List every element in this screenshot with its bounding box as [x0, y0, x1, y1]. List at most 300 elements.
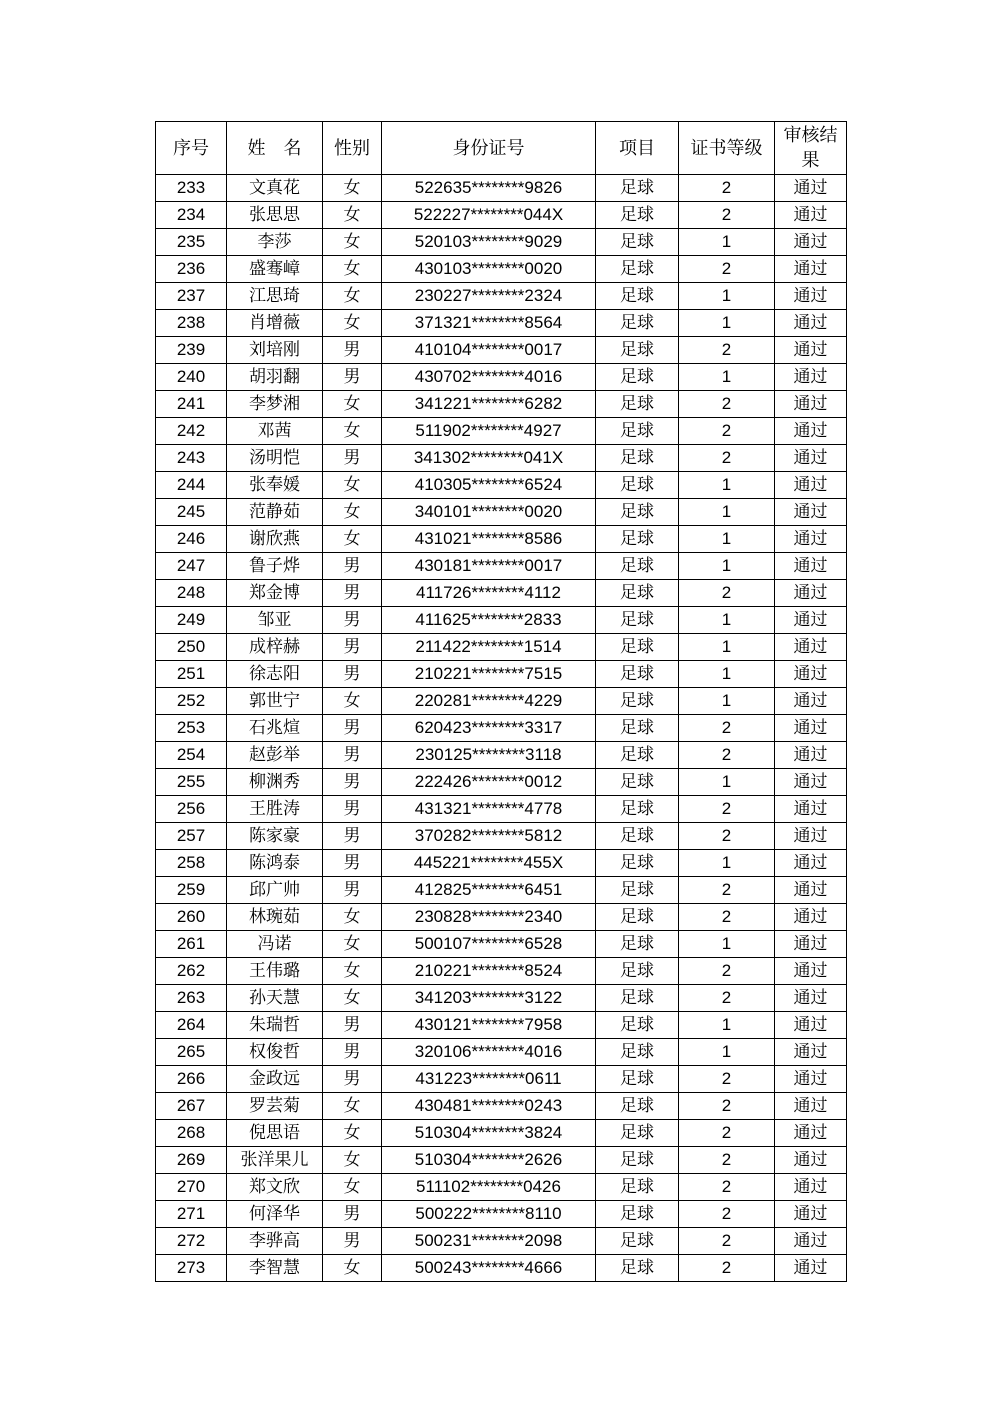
table-row — [156, 931, 847, 958]
table-row — [156, 445, 847, 472]
name-cell: 江思琦 — [227, 283, 323, 310]
review-result-cell: 通过 — [775, 1012, 847, 1039]
name-cell: 王伟璐 — [227, 958, 323, 985]
serial-number-cell: 265 — [156, 1039, 227, 1066]
name-cell: 刘培刚 — [227, 337, 323, 364]
certificate-level-cell: 2 — [679, 958, 775, 985]
name-cell: 鲁子烨 — [227, 553, 323, 580]
id-number-cell: 370282********5812 — [382, 823, 596, 850]
event-cell: 足球 — [596, 607, 679, 634]
review-result-cell: 通过 — [775, 580, 847, 607]
event-cell: 足球 — [596, 229, 679, 256]
certificate-level-cell: 2 — [679, 715, 775, 742]
table-row — [156, 337, 847, 364]
id-number-cell: 411726********4112 — [382, 580, 596, 607]
certificate-level-cell: 2 — [679, 823, 775, 850]
table-row — [156, 229, 847, 256]
certificate-level-cell: 2 — [679, 985, 775, 1012]
table-row — [156, 391, 847, 418]
name-cell: 石兆煊 — [227, 715, 323, 742]
id-number-cell: 445221********455X — [382, 850, 596, 877]
certificate-level-cell: 1 — [679, 850, 775, 877]
event-cell: 足球 — [596, 688, 679, 715]
table-row — [156, 796, 847, 823]
id-number-cell: 500231********2098 — [382, 1228, 596, 1255]
serial-number-cell: 243 — [156, 445, 227, 472]
certificate-level-cell: 1 — [679, 931, 775, 958]
event-cell: 足球 — [596, 1174, 679, 1201]
header-row — [156, 122, 847, 175]
gender-cell: 男 — [323, 580, 382, 607]
serial-number-cell: 237 — [156, 283, 227, 310]
gender-cell: 女 — [323, 472, 382, 499]
certificate-level-cell: 2 — [679, 1174, 775, 1201]
certificate-level-cell: 2 — [679, 175, 775, 202]
table-row — [156, 499, 847, 526]
table-row — [156, 742, 847, 769]
event-cell: 足球 — [596, 715, 679, 742]
event-cell: 足球 — [596, 1039, 679, 1066]
table-row — [156, 526, 847, 553]
table-row — [156, 769, 847, 796]
serial-number-cell: 241 — [156, 391, 227, 418]
serial-number-cell: 273 — [156, 1255, 227, 1282]
event-cell: 足球 — [596, 1147, 679, 1174]
name-cell: 陈家豪 — [227, 823, 323, 850]
id-number-cell: 430702********4016 — [382, 364, 596, 391]
table-row — [156, 958, 847, 985]
serial-number-cell: 234 — [156, 202, 227, 229]
name-cell: 胡羽翻 — [227, 364, 323, 391]
gender-cell: 男 — [323, 445, 382, 472]
certificate-level-cell: 2 — [679, 418, 775, 445]
id-number-cell: 431223********0611 — [382, 1066, 596, 1093]
id-number-cell: 230828********2340 — [382, 904, 596, 931]
gender-cell: 女 — [323, 499, 382, 526]
name-cell: 范静茹 — [227, 499, 323, 526]
gender-cell: 女 — [323, 985, 382, 1012]
name-cell: 郑文欣 — [227, 1174, 323, 1201]
review-result-cell: 通过 — [775, 499, 847, 526]
id-number-cell: 230125********3118 — [382, 742, 596, 769]
event-cell: 足球 — [596, 1255, 679, 1282]
certificate-level-cell: 1 — [679, 553, 775, 580]
certificate-level-cell: 1 — [679, 526, 775, 553]
certificate-level-cell: 2 — [679, 904, 775, 931]
id-number-cell: 522635********9826 — [382, 175, 596, 202]
name-cell: 郭世宁 — [227, 688, 323, 715]
gender-cell: 男 — [323, 1012, 382, 1039]
name-cell: 盛骞嶂 — [227, 256, 323, 283]
certificate-level-cell: 2 — [679, 1093, 775, 1120]
id-number-cell: 320106********4016 — [382, 1039, 596, 1066]
certificate-level-cell: 2 — [679, 1120, 775, 1147]
gender-cell: 女 — [323, 229, 382, 256]
gender-cell: 女 — [323, 256, 382, 283]
serial-number-cell: 247 — [156, 553, 227, 580]
gender-cell: 女 — [323, 1120, 382, 1147]
certificate-level-cell: 2 — [679, 256, 775, 283]
id-number-cell: 341203********3122 — [382, 985, 596, 1012]
review-result-cell: 通过 — [775, 715, 847, 742]
gender-cell: 女 — [323, 1147, 382, 1174]
serial-number-cell: 270 — [156, 1174, 227, 1201]
certificate-level-cell: 2 — [679, 796, 775, 823]
table-row — [156, 175, 847, 202]
certificate-level-cell: 2 — [679, 1228, 775, 1255]
serial-number-cell: 253 — [156, 715, 227, 742]
gender-cell: 女 — [323, 283, 382, 310]
review-result-cell: 通过 — [775, 796, 847, 823]
name-cell: 倪思语 — [227, 1120, 323, 1147]
serial-number-cell: 269 — [156, 1147, 227, 1174]
gender-cell: 男 — [323, 364, 382, 391]
name-cell: 孙天慧 — [227, 985, 323, 1012]
serial-number-cell: 255 — [156, 769, 227, 796]
table-row — [156, 580, 847, 607]
gender-cell: 女 — [323, 391, 382, 418]
name-cell: 李莎 — [227, 229, 323, 256]
gender-cell: 男 — [323, 715, 382, 742]
certificate-level-cell: 2 — [679, 742, 775, 769]
gender-cell: 男 — [323, 796, 382, 823]
review-result-cell: 通过 — [775, 310, 847, 337]
gender-cell: 女 — [323, 202, 382, 229]
event-cell: 足球 — [596, 904, 679, 931]
gender-cell: 女 — [323, 1255, 382, 1282]
serial-number-cell: 250 — [156, 634, 227, 661]
serial-number-cell: 258 — [156, 850, 227, 877]
name-cell: 朱瑞哲 — [227, 1012, 323, 1039]
review-result-cell: 通过 — [775, 1201, 847, 1228]
name-cell: 汤明恺 — [227, 445, 323, 472]
table-row — [156, 1255, 847, 1282]
table-row — [156, 1012, 847, 1039]
header-event: 项目 — [596, 122, 679, 175]
id-number-cell: 412825********6451 — [382, 877, 596, 904]
table-row — [156, 310, 847, 337]
id-number-cell: 230227********2324 — [382, 283, 596, 310]
serial-number-cell: 267 — [156, 1093, 227, 1120]
name-cell: 谢欣燕 — [227, 526, 323, 553]
serial-number-cell: 246 — [156, 526, 227, 553]
review-result-cell: 通过 — [775, 391, 847, 418]
gender-cell: 女 — [323, 1093, 382, 1120]
gender-cell: 男 — [323, 337, 382, 364]
review-result-cell: 通过 — [775, 1174, 847, 1201]
review-result-cell: 通过 — [775, 688, 847, 715]
id-number-cell: 431021********8586 — [382, 526, 596, 553]
event-cell: 足球 — [596, 823, 679, 850]
event-cell: 足球 — [596, 418, 679, 445]
id-number-cell: 410305********6524 — [382, 472, 596, 499]
review-result-cell: 通过 — [775, 607, 847, 634]
serial-number-cell: 254 — [156, 742, 227, 769]
id-number-cell: 500107********6528 — [382, 931, 596, 958]
review-result-cell: 通过 — [775, 256, 847, 283]
certificate-level-cell: 1 — [679, 499, 775, 526]
name-cell: 张洋果儿 — [227, 1147, 323, 1174]
event-cell: 足球 — [596, 1012, 679, 1039]
header-serial-number: 序号 — [156, 122, 227, 175]
name-cell: 邱广帅 — [227, 877, 323, 904]
event-cell: 足球 — [596, 310, 679, 337]
review-result-cell: 通过 — [775, 1093, 847, 1120]
certificate-level-cell: 2 — [679, 1066, 775, 1093]
event-cell: 足球 — [596, 931, 679, 958]
event-cell: 足球 — [596, 472, 679, 499]
serial-number-cell: 264 — [156, 1012, 227, 1039]
review-result-cell: 通过 — [775, 553, 847, 580]
event-cell: 足球 — [596, 553, 679, 580]
name-cell: 徐志阳 — [227, 661, 323, 688]
name-cell: 邓茜 — [227, 418, 323, 445]
document-page — [155, 121, 846, 1282]
id-number-cell: 430103********0020 — [382, 256, 596, 283]
certificate-level-cell: 1 — [679, 472, 775, 499]
serial-number-cell: 271 — [156, 1201, 227, 1228]
event-cell: 足球 — [596, 391, 679, 418]
serial-number-cell: 239 — [156, 337, 227, 364]
id-number-cell: 340101********0020 — [382, 499, 596, 526]
review-result-cell: 通过 — [775, 904, 847, 931]
serial-number-cell: 236 — [156, 256, 227, 283]
review-result-cell: 通过 — [775, 472, 847, 499]
gender-cell: 男 — [323, 607, 382, 634]
id-number-cell: 371321********8564 — [382, 310, 596, 337]
serial-number-cell: 245 — [156, 499, 227, 526]
id-number-cell: 430481********0243 — [382, 1093, 596, 1120]
review-result-cell: 通过 — [775, 661, 847, 688]
gender-cell: 女 — [323, 688, 382, 715]
serial-number-cell: 259 — [156, 877, 227, 904]
id-number-cell: 620423********3317 — [382, 715, 596, 742]
gender-cell: 男 — [323, 877, 382, 904]
gender-cell: 男 — [323, 553, 382, 580]
review-result-cell: 通过 — [775, 337, 847, 364]
serial-number-cell: 242 — [156, 418, 227, 445]
name-cell: 张奉媛 — [227, 472, 323, 499]
certificate-level-cell: 2 — [679, 1147, 775, 1174]
review-result-cell: 通过 — [775, 742, 847, 769]
table-row — [156, 1039, 847, 1066]
review-result-cell: 通过 — [775, 850, 847, 877]
table-row — [156, 1120, 847, 1147]
certificate-level-cell: 1 — [679, 229, 775, 256]
table-body — [156, 175, 847, 1282]
certificate-level-cell: 2 — [679, 391, 775, 418]
serial-number-cell: 235 — [156, 229, 227, 256]
serial-number-cell: 233 — [156, 175, 227, 202]
event-cell: 足球 — [596, 1201, 679, 1228]
table-row — [156, 823, 847, 850]
review-result-cell: 通过 — [775, 1147, 847, 1174]
table-row — [156, 985, 847, 1012]
certificate-level-cell: 1 — [679, 661, 775, 688]
review-result-cell: 通过 — [775, 1039, 847, 1066]
certificate-level-cell: 2 — [679, 1255, 775, 1282]
id-number-cell: 500222********8110 — [382, 1201, 596, 1228]
event-cell: 足球 — [596, 1228, 679, 1255]
certificate-level-cell: 1 — [679, 769, 775, 796]
event-cell: 足球 — [596, 796, 679, 823]
serial-number-cell: 244 — [156, 472, 227, 499]
table-row — [156, 553, 847, 580]
id-number-cell: 210221********8524 — [382, 958, 596, 985]
serial-number-cell: 248 — [156, 580, 227, 607]
id-number-cell: 430181********0017 — [382, 553, 596, 580]
name-cell: 成梓赫 — [227, 634, 323, 661]
review-result-cell: 通过 — [775, 1255, 847, 1282]
event-cell: 足球 — [596, 1120, 679, 1147]
id-number-cell: 220281********4229 — [382, 688, 596, 715]
serial-number-cell: 251 — [156, 661, 227, 688]
gender-cell: 男 — [323, 661, 382, 688]
id-number-cell: 522227********044X — [382, 202, 596, 229]
name-cell: 邹亚 — [227, 607, 323, 634]
id-number-cell: 431321********4778 — [382, 796, 596, 823]
review-result-cell: 通过 — [775, 526, 847, 553]
serial-number-cell: 238 — [156, 310, 227, 337]
review-result-cell: 通过 — [775, 877, 847, 904]
gender-cell: 女 — [323, 310, 382, 337]
gender-cell: 男 — [323, 1066, 382, 1093]
review-result-cell: 通过 — [775, 445, 847, 472]
event-cell: 足球 — [596, 445, 679, 472]
event-cell: 足球 — [596, 850, 679, 877]
serial-number-cell: 263 — [156, 985, 227, 1012]
certificate-level-cell: 1 — [679, 634, 775, 661]
header-name: 姓 名 — [227, 122, 323, 175]
serial-number-cell: 261 — [156, 931, 227, 958]
event-cell: 足球 — [596, 256, 679, 283]
gender-cell: 女 — [323, 175, 382, 202]
table-row — [156, 1066, 847, 1093]
gender-cell: 男 — [323, 1228, 382, 1255]
review-result-cell: 通过 — [775, 1228, 847, 1255]
id-number-cell: 510304********3824 — [382, 1120, 596, 1147]
table-row — [156, 1147, 847, 1174]
event-cell: 足球 — [596, 283, 679, 310]
header-review-result: 审核结果 — [775, 122, 847, 175]
serial-number-cell: 240 — [156, 364, 227, 391]
table-row — [156, 1228, 847, 1255]
id-number-cell: 430121********7958 — [382, 1012, 596, 1039]
table-row — [156, 850, 847, 877]
serial-number-cell: 260 — [156, 904, 227, 931]
certificate-level-cell: 2 — [679, 1201, 775, 1228]
name-cell: 郑金博 — [227, 580, 323, 607]
name-cell: 权俊哲 — [227, 1039, 323, 1066]
serial-number-cell: 257 — [156, 823, 227, 850]
gender-cell: 男 — [323, 634, 382, 661]
name-cell: 李骅高 — [227, 1228, 323, 1255]
gender-cell: 男 — [323, 823, 382, 850]
certificate-review-table — [155, 121, 847, 1282]
table-row — [156, 1201, 847, 1228]
review-result-cell: 通过 — [775, 1066, 847, 1093]
event-cell: 足球 — [596, 175, 679, 202]
table-row — [156, 1174, 847, 1201]
table-row — [156, 715, 847, 742]
event-cell: 足球 — [596, 985, 679, 1012]
table-row — [156, 904, 847, 931]
event-cell: 足球 — [596, 1093, 679, 1120]
name-cell: 罗芸菊 — [227, 1093, 323, 1120]
serial-number-cell: 268 — [156, 1120, 227, 1147]
certificate-level-cell: 1 — [679, 607, 775, 634]
certificate-level-cell: 2 — [679, 337, 775, 364]
name-cell: 柳渊秀 — [227, 769, 323, 796]
id-number-cell: 410104********0017 — [382, 337, 596, 364]
gender-cell: 女 — [323, 1174, 382, 1201]
table-row — [156, 607, 847, 634]
certificate-level-cell: 1 — [679, 283, 775, 310]
review-result-cell: 通过 — [775, 175, 847, 202]
table-row — [156, 688, 847, 715]
id-number-cell: 211422********1514 — [382, 634, 596, 661]
id-number-cell: 210221********7515 — [382, 661, 596, 688]
event-cell: 足球 — [596, 364, 679, 391]
event-cell: 足球 — [596, 769, 679, 796]
id-number-cell: 511102********0426 — [382, 1174, 596, 1201]
name-cell: 赵彭举 — [227, 742, 323, 769]
table-row — [156, 877, 847, 904]
review-result-cell: 通过 — [775, 985, 847, 1012]
table-row — [156, 256, 847, 283]
review-result-cell: 通过 — [775, 1120, 847, 1147]
event-cell: 足球 — [596, 499, 679, 526]
review-result-cell: 通过 — [775, 283, 847, 310]
gender-cell: 男 — [323, 1039, 382, 1066]
table-row — [156, 364, 847, 391]
event-cell: 足球 — [596, 526, 679, 553]
gender-cell: 男 — [323, 1201, 382, 1228]
id-number-cell: 341302********041X — [382, 445, 596, 472]
id-number-cell: 511902********4927 — [382, 418, 596, 445]
serial-number-cell: 272 — [156, 1228, 227, 1255]
event-cell: 足球 — [596, 202, 679, 229]
review-result-cell: 通过 — [775, 418, 847, 445]
id-number-cell: 520103********9029 — [382, 229, 596, 256]
review-result-cell: 通过 — [775, 634, 847, 661]
id-number-cell: 341221********6282 — [382, 391, 596, 418]
table-row — [156, 634, 847, 661]
review-result-cell: 通过 — [775, 769, 847, 796]
serial-number-cell: 252 — [156, 688, 227, 715]
review-result-cell: 通过 — [775, 229, 847, 256]
certificate-level-cell: 1 — [679, 688, 775, 715]
event-cell: 足球 — [596, 742, 679, 769]
table-row — [156, 1093, 847, 1120]
name-cell: 张思思 — [227, 202, 323, 229]
certificate-level-cell: 1 — [679, 1012, 775, 1039]
event-cell: 足球 — [596, 580, 679, 607]
gender-cell: 女 — [323, 904, 382, 931]
gender-cell: 男 — [323, 769, 382, 796]
certificate-level-cell: 2 — [679, 877, 775, 904]
gender-cell: 女 — [323, 958, 382, 985]
review-result-cell: 通过 — [775, 823, 847, 850]
event-cell: 足球 — [596, 877, 679, 904]
name-cell: 李梦湘 — [227, 391, 323, 418]
certificate-level-cell: 1 — [679, 310, 775, 337]
event-cell: 足球 — [596, 958, 679, 985]
table-row — [156, 661, 847, 688]
name-cell: 肖增薇 — [227, 310, 323, 337]
serial-number-cell: 249 — [156, 607, 227, 634]
name-cell: 文真花 — [227, 175, 323, 202]
